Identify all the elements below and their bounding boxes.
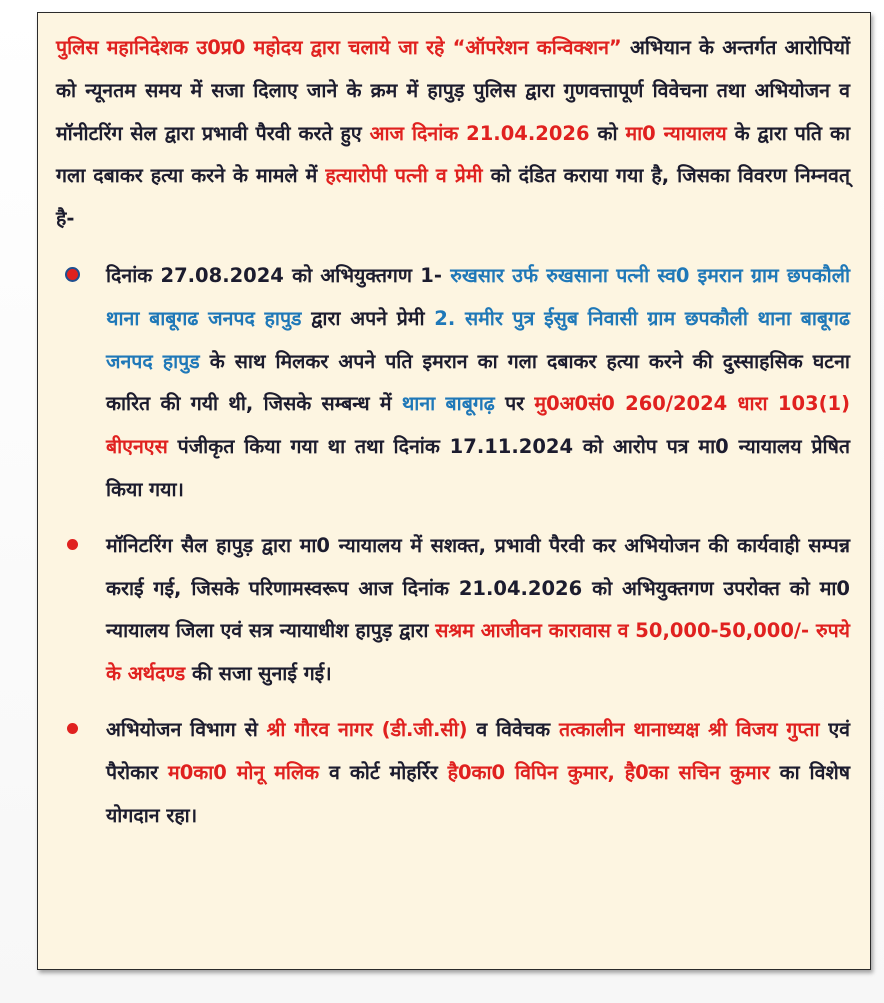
contributors-text-part: व विवेचक [467,717,559,741]
police-station-highlight: थाना बाबूगढ़ [401,392,495,416]
incident-text-part: पंजीकृत किया गया था तथा दिनांक 17.11.2024 को आरोप पत्र मा0 न्यायालय प्रेषित किया गया। [106,435,850,501]
verdict-text-part: मॉनिटरिंग सैल हापुड़ द्वारा मा0 न्यायालय में सशक्त, प्रभावी पैरवी कर अभियोजन की कार्यवाही सम्पन्न कराई गई, जिसके परिणामस्वरूप आज दिनांक 21.04.2026 को अभियुक्तगण उपरोक्त को मा0 न्यायालय जिला एवं सत्र न्यायाधीश हापुड़ द्वारा [106,533,850,643]
verdict-date-highlight: आज दिनांक 21.04.2026 [369,121,590,145]
pairokar-highlight: म0का0 मोनू मलिक [168,760,320,784]
incident-text [106,255,850,512]
verdict-text [106,525,850,696]
dgc-name-highlight: श्री गौरव नागर (डी.जी.सी) [266,717,468,741]
intro-text: को दंडित कराया गया है, जिसका विवरण निम्नवत् है- [56,164,850,231]
accused-1-highlight: रुखसार उर्फ रुखसाना पत्नी स्व0 इमरान ग्राम छपकौली थाना बाबूगढ जनपद हापुड [106,263,850,330]
press-note-card [37,12,871,970]
intro-text: के द्वारा पति का गला दबाकर हत्या करने के मामले में [56,121,850,188]
intro-paragraph [56,27,850,241]
contributors-text-part: का विशेष योगदान रहा। [106,760,850,827]
accused-highlight: हत्यारोपी पत्नी व प्रेमी [325,164,483,188]
list-item-incident [56,255,850,512]
court-highlight: मा0 न्यायालय [625,121,727,145]
case-number-highlight: मु0अ0सं0 260/2024 धारा 103(1) बीएनएस [106,392,850,459]
contributors-text-part: अभियोजन विभाग से [106,717,267,741]
sentence-highlight: सश्रम आजीवन कारावास व 50,000-50,000/- रुपये के अर्थदण्ड [106,619,850,686]
incident-text-part: दिनांक 27.08.2024 को अभियुक्तगण 1- [106,263,451,287]
incident-text-part: द्वारा अपने प्रेमी [301,306,435,330]
incident-text-part: के साथ मिलकर अपने पति इमरान का गला दबाकर हत्या करने की दुस्साहसिक घटना कारित की गयी थी, जिसके सम्बन्ध में [106,349,850,416]
bullet-icon [67,539,78,550]
investigator-highlight: तत्कालीन थानाध्यक्ष श्री विजय गुप्ता [559,717,820,741]
contributors-text [106,709,850,837]
list-item-verdict [56,525,850,696]
bullet-icon [67,269,78,280]
intro-heading-highlight: पुलिस महानिदेशक उ0प्र0 महोदय द्वारा चलाये जा रहे “ऑपरेशन कन्विक्शन” [56,36,622,59]
contributors-text-part: एवं पैरोकार [106,717,850,784]
incident-text-part: पर [494,392,535,416]
intro-text: को [589,121,626,145]
moharrir-highlight: है0का0 विपिन कुमार, है0का सचिन कुमार [447,760,770,784]
verdict-text-part: की सजा सुनाई गई। [185,662,332,686]
contributors-text-part: व कोर्ट मोहर्रिर [319,760,448,784]
intro-text: अभियान के अन्तर्गत आरोपियों को न्यूनतम समय में सजा दिलाए जाने के क्रम में हापुड़ पुलिस द्वारा गुणवत्तापूर्ण विवेचना तथा अभियोजन व मॉनीटरिंग सेल द्वारा प्रभावी पैरवी करते हुए [56,36,850,145]
details-list [56,255,850,837]
accused-2-highlight: 2. समीर पुत्र ईसुब निवासी ग्राम छपकौली थाना बाबूगढ जनपद हापुड [106,306,850,373]
bullet-icon [67,723,78,734]
list-item-contributors [56,709,850,837]
